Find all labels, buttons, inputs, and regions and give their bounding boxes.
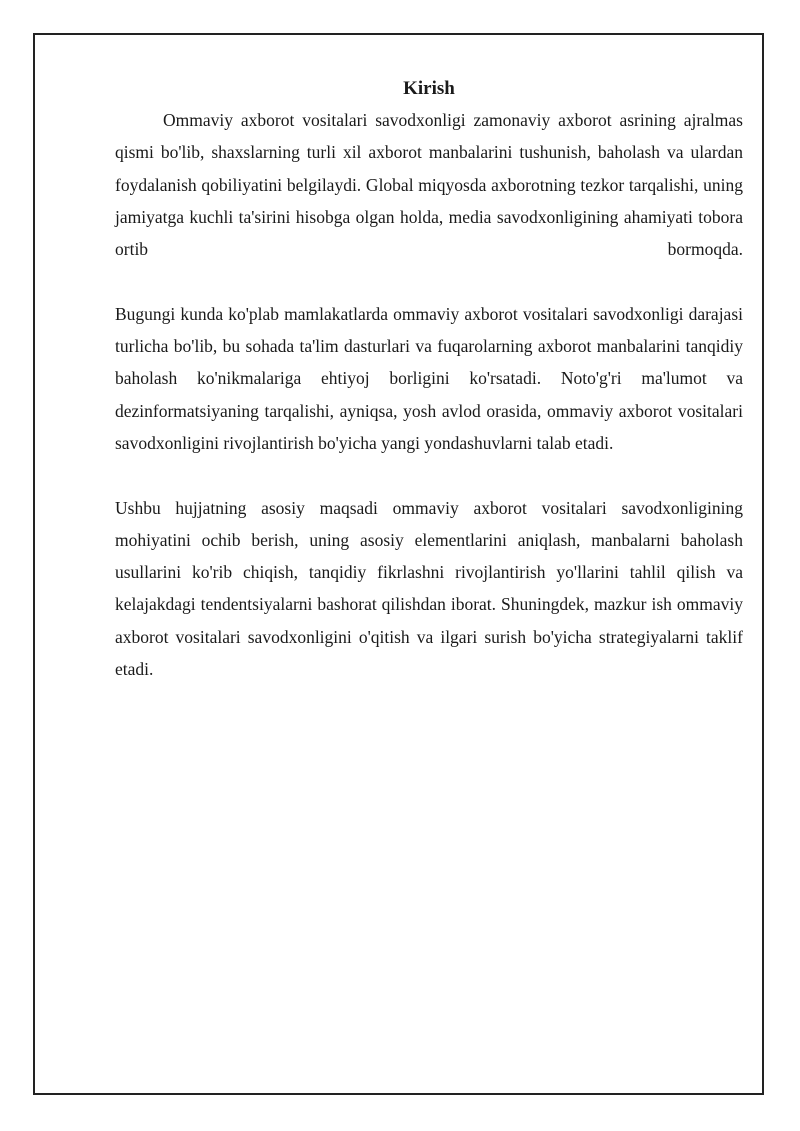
paragraph-current-state: Bugungi kunda ko'plab mamlakatlarda ommaviy axborot vositalari savodxonligi darajasi turlicha bo'lib, bu sohada ta'lim dasturlari va fuqarolarning axborot manbalarini tanqidiy baholash ko'nikmalariga ehtiyoj borligini ko'rsatadi. Noto'g'ri ma'lumot va dezinformatsiyaning tarqalishi, ayniqsa, yosh avlod orasida, ommaviy axborot vositalari savodxonligini rivojlantirish bo'yicha yangi yondashuvlarni talab etadi.	[115, 303, 743, 453]
document-body	[115, 74, 743, 685]
paragraph-gap	[115, 265, 743, 297]
paragraph-intro: Ommaviy axborot vositalari savodxonligi zamonaviy axborot asrining ajralmas qismi bo'lib, shaxslarning turli xil axborot manbalarini tushunish, baholash va ulardan foydalanish qobiliyatini belgilaydi. Global miqyosda axborotning tezkor tarqalishi, uning jamiyatga kuchli ta'sirini hisobga olgan holda, media savodxonligining ahamiyati tobora ortib bormoqda.	[115, 110, 743, 260]
paragraph-gap	[115, 459, 743, 491]
page-title: Kirish	[403, 78, 455, 99]
paragraph-purpose: Ushbu hujjatning asosiy maqsadi ommaviy axborot vositalari savodxonligining mohiyatini ochib berish, uning asosiy elementlarini aniqlash, manbalarni baholash usullarini ko'rib chiqish, tanqidiy fikrlashni rivojlantirish yo'llarini tahlil qilish va kelajakdagi tendentsiyalarni bashorat qilishdan iborat. Shuningdek, mazkur ish ommaviy axborot vositalari savodxonligini o'qitish va ilgari surish bo'yicha strategiyalarni taklif etadi.	[115, 497, 743, 680]
